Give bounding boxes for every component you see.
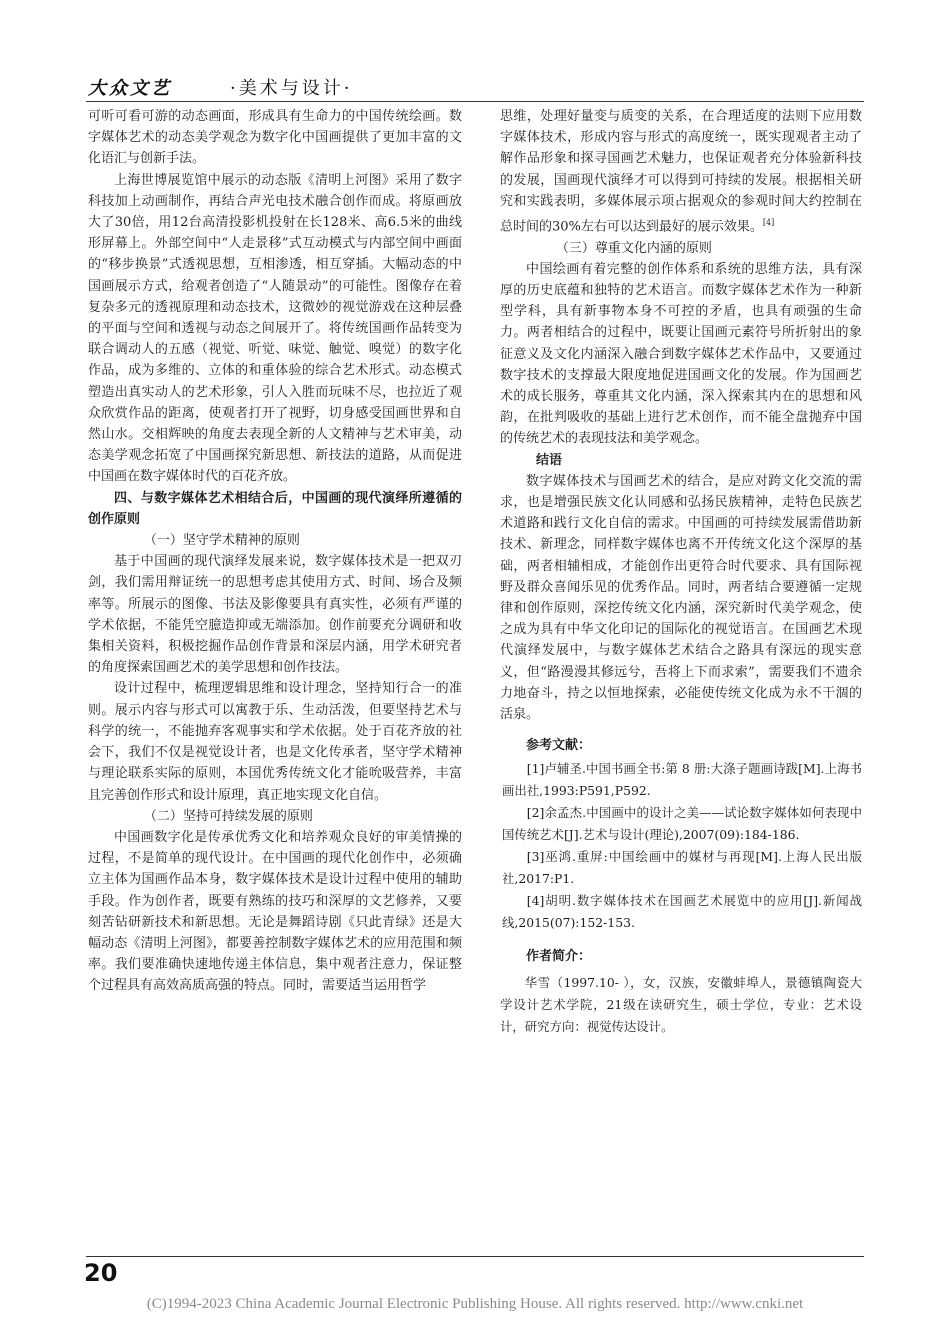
citation-marker: [4] [762, 218, 775, 228]
left-column [88, 106, 462, 997]
paragraph: 可听可看可游的动态画面，形成具有生命力的中国传统绘画。数字媒体艺术的动态美学观念为数字化中国画提供了更加丰富的文化语汇与创新手法。 [88, 109, 462, 167]
paragraph-text: 思维，处理好量变与质变的关系，在合理适度的法则下应用数字媒体技术，形成内容与形式的高度统一，既实现观者主动了解作品形象和探寻国画艺术魅力，也保证观者充分体验新科技的发展，国画现代演绎才可以得到可持续的发展。根据相关研究和实践表明，多媒体展示项占据观众的参观时间大约控制在总时间的30%左右可以达到最好的展示效果。 [500, 109, 862, 235]
header-divider [86, 101, 864, 102]
page-header [88, 74, 352, 100]
paragraph: 数字媒体技术与国画艺术的结合，是应对跨文化交流的需求，也是增强民族文化认同感和弘扬民族精神，走特色民族艺术道路和践行文化自信的需求。中国画的可持续发展需借助新技术、新理念，同样数字媒体也离不开传统文化这个深厚的基础，两者相辅相成，才能创作出更符合时代要求、具有国际视野及群众喜闻乐见的优秀作品。同时，两者结合要遵循一定规律和创作原则，深挖传统文化内涵，深究新时代美学观念，使之成为具有中华文化印记的国际化的视觉语言。在国画艺术现代演绎发展中，与数字媒体艺术结合之路具有深远的现实意义，但“路漫漫其修远兮，吾将上下而求索”，需要我们不遗余力地奋斗，持之以恒地探索，必能使传统文化成为永不干涸的活泉。 [500, 473, 862, 723]
author-bio: 华雪（1997.10- ），女，汉族，安徽蚌埠人，景德镇陶瓷大学设计艺术学院，21级在读研究生，硕士学位，专业：艺术设计，研究方向：视觉传达设计。 [500, 974, 862, 1034]
references-heading: 参考文献： [526, 738, 592, 754]
paragraph: 中国绘画有着完整的创作体系和系统的思维方法，具有深厚的历史底蕴和独特的艺术语言。而数字媒体艺术作为一种新型学科，具有新事物本身不可控的矛盾，也具有顽强的生命力。两者相结合的过程中，既要让国画元素符号所折射出的象征意义及文化内涵深入融合到数字媒体艺术作品中，又要通过数字技术的支撑最大限度地促进国画文化的发展。作为国画艺术的成长服务，尊重其文化内涵，深入探索其内在的思想和风韵，在批判吸收的基础上进行艺术创作，而不能全盘抛弃中国的传统艺术的表现技法和美学观念。 [500, 261, 862, 447]
footer-divider [86, 1256, 864, 1257]
conclusion-heading: 结语 [536, 452, 563, 468]
paragraph: 基于中国画的现代演绎发展来说，数字媒体技术是一把双刃剑，我们需用辩证统一的思想考虑其使用方式、时间、场合及频率等。所展示的图像、书法及影像要具有真实性，必须有严谨的学术依据，不能凭空臆造抑或无端添加。创作前要充分调研和收集相关资料，积极挖掘作品创作背景和深层内涵，用学术研究者的角度探索国画艺术的美学思想和创作技法。 [88, 554, 462, 676]
reference-item: [2]余孟杰.中国画中的设计之美——试论数字媒体如何表现中国传统艺术[J].艺术与设计(理论),2007(09):184-186. [502, 805, 862, 843]
subsection-heading: （二）坚持可持续发展的原则 [143, 808, 313, 824]
section-title: ·美术与设计· [230, 78, 353, 99]
reference-item: [1]卢辅圣.中国书画全书:第 8 册:大涤子题画诗跋[M].上海书画出社,1993:P591,P592. [502, 761, 862, 799]
paragraph: 设计过程中，梳理逻辑思维和设计理念，坚持知行合一的准则。展示内容与形式可以寓教于乐、生动活泼，但要坚持艺术与科学的统一，不能抛弃客观事实和学术依据。处于百花齐放的社会下，我们不仅是视觉设计者，也是文化传承者，坚守学术精神与理论联系实际的原则，本国优秀传统文化才能吮吸营养，丰富且完善创作形式和设计原理，真正地实现文化自信。 [88, 681, 462, 803]
copyright-notice: (C)1994-2023 China Academic Journal Electronic Publishing House. All rights reserved. http://www.cnki.net [146, 1296, 804, 1312]
subsection-heading: （三）尊重文化内涵的原则 [555, 240, 712, 256]
section-heading: 四、与数字媒体艺术相结合后，中国画的现代演绎所遵循的创作原则 [88, 490, 462, 527]
paragraph: 中国画数字化是传承优秀文化和培养观众良好的审美情操的过程，不是简单的现代设计。在中国画的现代化创作中，必须确立主体为国画作品本身，数字媒体技术是设计过程中使用的辅助手段。作为创作者，既要有熟练的技巧和深厚的文艺修养，又要刻苦钻研新技术和新思想。无论是舞蹈诗剧《只此青绿》还是大幅动态《清明上河图》，都要善控制数字媒体艺术的应用范围和频率。我们要准确快速地传递主体信息，集中观者注意力，保证整个过程具有高效高质高强的特点。同时，需要适当运用哲学 [88, 829, 462, 994]
reference-item: [4]胡明.数字媒体技术在国画艺术展览中的应用[J].新闻战线,2015(07):152-153. [502, 893, 862, 931]
right-column [500, 106, 862, 1038]
paragraph [500, 106, 862, 238]
subsection-heading: （一）坚守学术精神的原则 [143, 533, 300, 549]
journal-title: 大众文艺 [88, 78, 172, 99]
author-heading: 作者简介： [526, 949, 592, 965]
paragraph: 上海世博展览馆中展示的动态版《清明上河图》采用了数字科技加上动画制作，再结合声光电技术融合创作而成。将原画放大了30倍，用12台高清投影机投射在长128米、高6.5米的曲线形屏幕上。外部空间中“人走景移”式互动模式与内部空间中画面的“移步换景”式透视思想，互相渗透，相互穿插。大幅动态的中国画展示方式，给观者创造了“人随景动”的可能性。图像存在着复杂多元的透视原理和动态技术，这微妙的视觉游戏在这种层叠的平面与空间和透视与动态之间展开了。将传统国画作品转变为联合调动人的五感（视觉、听觉、味觉、触觉、嗅觉）的数字化作品，成为多维的、立体的和重体验的综合艺术形式。动态模式塑造出真实动人的艺术形象，引人入胜而玩味不尽，也拉近了观众欣赏作品的距离，使观者打开了视野，切身感受国画世界和自然山水。交相辉映的角度去表现全新的人文精神与艺术审美，动态美学观念拓宽了中国画探究新思想、新技法的道路，从而促进中国画在数字媒体时代的百花齐放。 [88, 172, 462, 485]
reference-item: [3]巫鸿.重屏:中国绘画中的媒材与再现[M].上海人民出版社,2017:P1. [502, 849, 862, 887]
page-number: 20 [84, 1259, 118, 1287]
